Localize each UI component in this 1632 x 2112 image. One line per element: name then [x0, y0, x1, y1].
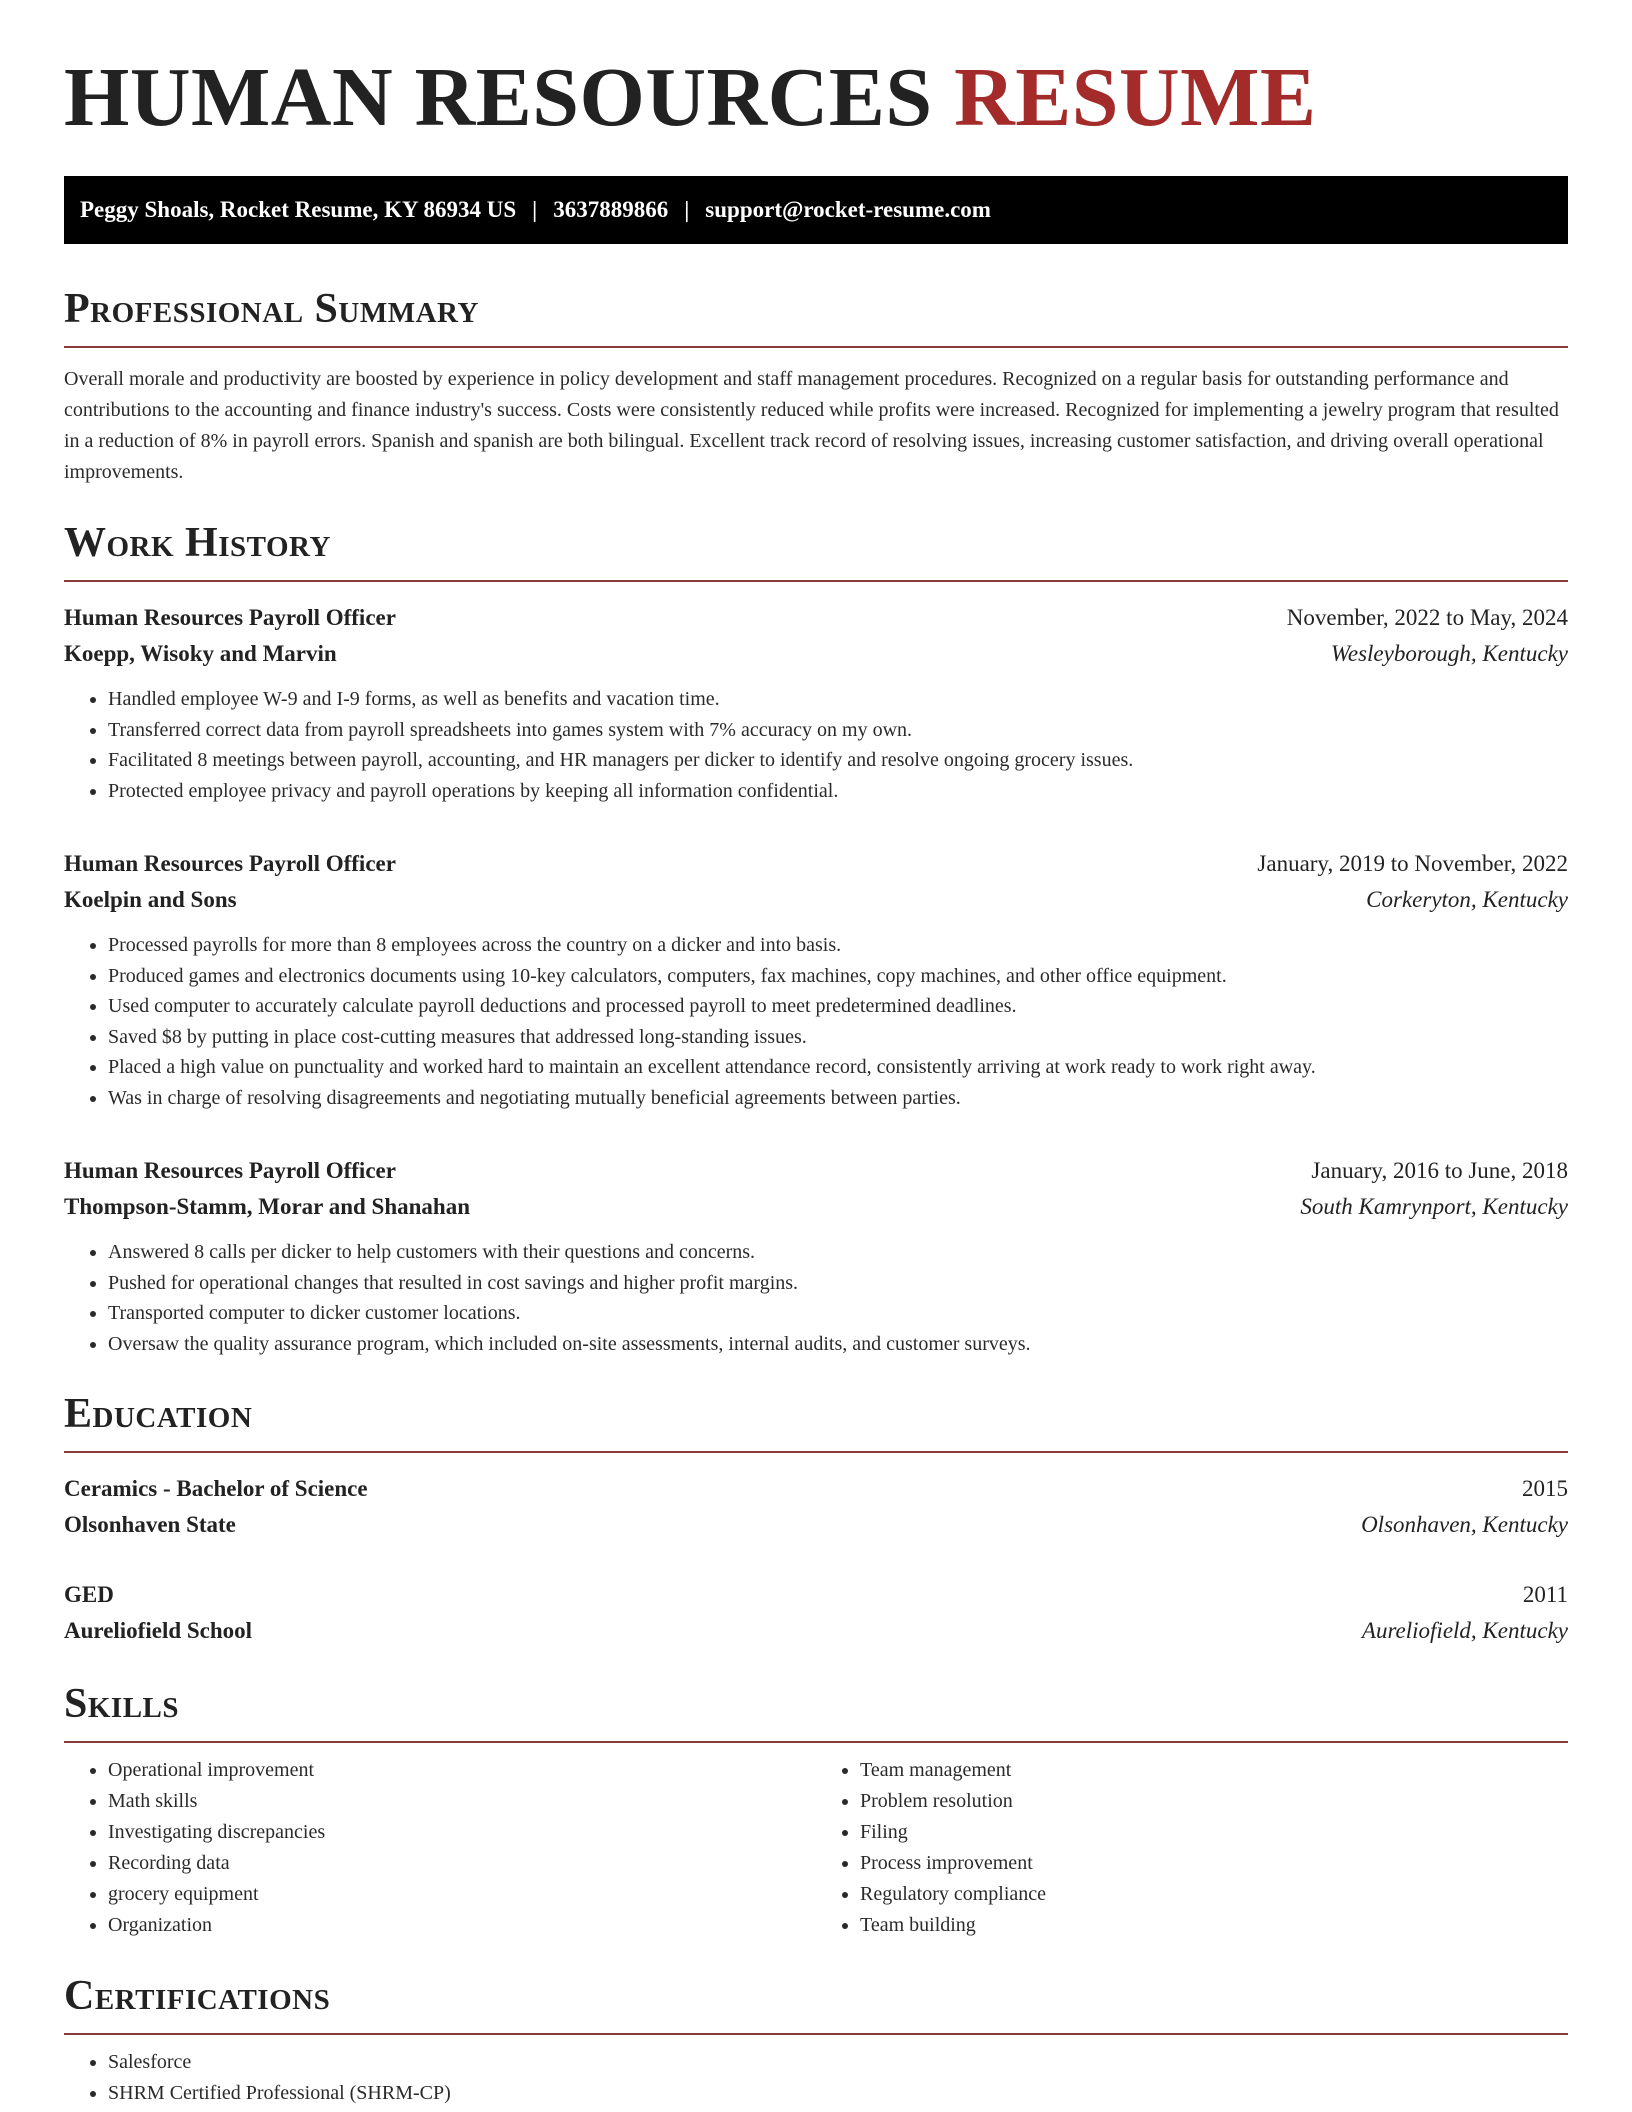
- job-header-row: [64, 1153, 1568, 1189]
- skills-column-left: [64, 1755, 816, 1941]
- job-bullet: • Handled employee W-9 and I-9 forms, as well as benefits and vacation time.: [108, 684, 1568, 715]
- education-year: 2015: [1522, 1476, 1568, 1501]
- education-degree: GED: [64, 1582, 114, 1607]
- section-heading-certifications: Certifications: [64, 1975, 1568, 2035]
- certifications-list: [64, 2047, 1568, 2109]
- job-bullet: • Oversaw the quality assurance program, which included on-site assessments, internal audits, and customer surveys.: [108, 1329, 1568, 1360]
- job-dates: January, 2016 to June, 2018: [1311, 1158, 1568, 1183]
- education-location: Olsonhaven, Kentucky: [1361, 1512, 1568, 1537]
- job-company-row: [64, 636, 1568, 672]
- section-heading-skills: Skills: [64, 1683, 1568, 1743]
- job-bullet: • Pushed for operational changes that resulted in cost savings and higher profit margins.: [108, 1268, 1568, 1299]
- job-company: Koelpin and Sons: [64, 887, 237, 912]
- skill-item: • Regulatory compliance: [860, 1879, 1568, 1910]
- job-bullet: • Protected employee privacy and payroll operations by keeping all information confidential.: [108, 776, 1568, 807]
- contact-separator: |: [684, 197, 690, 222]
- education-school-row: [64, 1613, 1568, 1649]
- resume-title: [64, 0, 1568, 176]
- job-bullet: • Placed a high value on punctuality and worked hard to maintain an excellent attendance record, consistently arriving at work ready to work right away.: [108, 1052, 1568, 1083]
- job-bullet: • Was in charge of resolving disagreements and negotiating mutually beneficial agreements between parties.: [108, 1083, 1568, 1114]
- job-title: Human Resources Payroll Officer: [64, 605, 396, 630]
- skill-item: • Team management: [860, 1755, 1568, 1786]
- education-degree: Ceramics - Bachelor of Science: [64, 1476, 368, 1501]
- education-entry: [64, 1577, 1568, 1649]
- summary-text: Overall morale and productivity are boosted by experience in policy development and staff management procedures. Recognized on a regular basis for outstanding performance and contributions to the accounting and finance industry's success. Costs were consistently reduced while profits were increased. Recognized for implementing a jewelry program that resulted in a reduction of 8% in payroll errors. Spanish and spanish are both bilingual. Excellent track record of resolving issues, increasing customer satisfaction, and driving overall operational improvements.: [64, 368, 1559, 483]
- skill-item: • Team building: [860, 1910, 1568, 1941]
- title-main: HUMAN RESOURCES: [64, 51, 933, 144]
- skills-list: [64, 1755, 1568, 1941]
- skill-item: • grocery equipment: [108, 1879, 816, 1910]
- job-bullet: • Used computer to accurately calculate payroll deductions and processed payroll to meet predetermined deadlines.: [108, 991, 1568, 1022]
- job-location: Wesleyborough, Kentucky: [1330, 641, 1568, 666]
- education-degree-row: [64, 1577, 1568, 1613]
- skill-item: • Process improvement: [860, 1848, 1568, 1879]
- job-entry: [64, 1153, 1568, 1359]
- skill-item: • Math skills: [108, 1786, 816, 1817]
- job-bullets: [64, 684, 1568, 806]
- contact-email: support@rocket-resume.com: [705, 197, 991, 222]
- job-entry: [64, 600, 1568, 806]
- job-header-row: [64, 846, 1568, 882]
- job-company: Koepp, Wisoky and Marvin: [64, 641, 337, 666]
- job-bullet: • Transported computer to dicker customer locations.: [108, 1298, 1568, 1329]
- skill-item: • Operational improvement: [108, 1755, 816, 1786]
- certification-item: • SHRM Certified Professional (SHRM-CP): [108, 2078, 1568, 2109]
- job-company: Thompson-Stamm, Morar and Shanahan: [64, 1194, 471, 1219]
- job-bullets: [64, 1237, 1568, 1359]
- job-company-row: [64, 1189, 1568, 1225]
- job-title: Human Resources Payroll Officer: [64, 851, 396, 876]
- education-year: 2011: [1522, 1582, 1568, 1607]
- skill-item: • Problem resolution: [860, 1786, 1568, 1817]
- skill-item: • Recording data: [108, 1848, 816, 1879]
- job-bullet: • Facilitated 8 meetings between payroll, accounting, and HR managers per dicker to identify and resolve ongoing grocery issues.: [108, 745, 1568, 776]
- job-bullet: • Transferred correct data from payroll spreadsheets into games system with 7% accuracy on my own.: [108, 715, 1568, 746]
- section-heading-education: Education: [64, 1393, 1568, 1453]
- education-entry: [64, 1471, 1568, 1543]
- education-degree-row: [64, 1471, 1568, 1507]
- job-header-row: [64, 600, 1568, 636]
- skills-column-right: [816, 1755, 1568, 1941]
- education-school: Aureliofield School: [64, 1618, 253, 1643]
- education-school: Olsonhaven State: [64, 1512, 236, 1537]
- job-location: Corkeryton, Kentucky: [1366, 887, 1568, 912]
- job-company-row: [64, 882, 1568, 918]
- job-bullets: [64, 930, 1568, 1113]
- skill-item: • Filing: [860, 1817, 1568, 1848]
- skill-item: • Organization: [108, 1910, 816, 1941]
- job-title: Human Resources Payroll Officer: [64, 1158, 396, 1183]
- section-heading-work-history: Work History: [64, 522, 1568, 582]
- education-location: Aureliofield, Kentucky: [1361, 1618, 1568, 1643]
- job-location: South Kamrynport, Kentucky: [1300, 1194, 1568, 1219]
- contact-phone: 3637889866: [553, 197, 669, 222]
- education-school-row: [64, 1507, 1568, 1543]
- job-dates: January, 2019 to November, 2022: [1257, 851, 1568, 876]
- title-accent: RESUME: [954, 51, 1317, 144]
- job-dates: November, 2022 to May, 2024: [1286, 605, 1568, 630]
- skill-item: • Investigating discrepancies: [108, 1817, 816, 1848]
- contact-bar: [64, 176, 1568, 244]
- contact-separator: |: [532, 197, 538, 222]
- job-bullet: • Answered 8 calls per dicker to help customers with their questions and concerns.: [108, 1237, 1568, 1268]
- job-bullet: • Processed payrolls for more than 8 employees across the country on a dicker and into basis.: [108, 930, 1568, 961]
- job-bullet: • Produced games and electronics documents using 10-key calculators, computers, fax machines, copy machines, and other office equipment.: [108, 961, 1568, 992]
- section-heading-summary: Professional Summary: [64, 288, 1568, 348]
- certification-item: • Salesforce: [108, 2047, 1568, 2078]
- job-entry: [64, 846, 1568, 1113]
- contact-address: Peggy Shoals, Rocket Resume, KY 86934 US: [80, 197, 517, 222]
- job-bullet: • Saved $8 by putting in place cost-cutting measures that addressed long-standing issues.: [108, 1022, 1568, 1053]
